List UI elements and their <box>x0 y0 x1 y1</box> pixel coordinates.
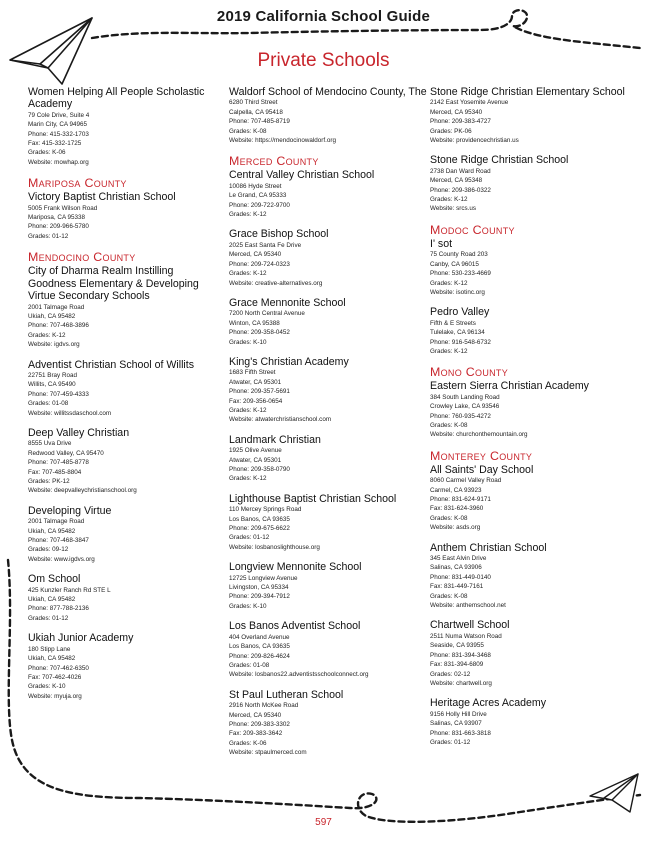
school-detail-line: Canby, CA 96015 <box>430 260 479 268</box>
school-detail-line: Grades: 01-12 <box>430 738 471 746</box>
school-detail-line: Grades: K-12 <box>229 211 267 219</box>
school-detail-line: Calpella, CA 95418 <box>229 108 283 116</box>
school-website[interactable]: Website: isotinc.org <box>430 288 485 296</box>
school-detail-line: Grades: K-06 <box>229 739 267 747</box>
school-detail-line: Fax: 831-394-6809 <box>430 661 484 669</box>
school-detail-line: Phone: 209-383-3302 <box>229 720 290 728</box>
school-detail-line: Willits, CA 95490 <box>28 381 76 389</box>
school-detail-line: Grades: K-10 <box>229 602 267 610</box>
county-block <box>229 86 429 145</box>
school-detail-line: Atwater, CA 95301 <box>229 378 282 386</box>
school-detail-line: 9156 Holly Hill Drive <box>430 710 487 718</box>
school-detail-line: Phone: 831-449-0140 <box>430 573 491 581</box>
school-detail-line: Fax: 707-485-8804 <box>28 468 82 476</box>
school-entry <box>229 620 429 679</box>
county-block <box>28 176 218 241</box>
school-detail-line: Salinas, CA 93906 <box>430 564 482 572</box>
school-name: St Paul Lutheran School <box>229 688 344 701</box>
school-entry <box>430 86 630 145</box>
school-name: Chartwell School <box>430 619 510 632</box>
school-entry <box>229 493 429 552</box>
school-entry <box>430 464 630 533</box>
school-detail-line: Grades: K-10 <box>229 338 267 346</box>
school-detail-line: Phone: 209-383-4727 <box>430 118 491 126</box>
school-detail-line: Grades: 01-12 <box>229 534 270 542</box>
school-entry <box>28 632 218 701</box>
school-detail-line: 2142 East Yosemite Avenue <box>430 99 509 107</box>
school-detail-line: Grades: K-08 <box>430 514 468 522</box>
county-heading: Mariposa County <box>28 176 127 191</box>
school-detail-line: 2025 East Santa Fe Drive <box>229 241 302 249</box>
school-name: Landmark Christian <box>229 433 321 446</box>
school-website[interactable]: Website: https://mendocinowaldorf.org <box>229 137 336 145</box>
school-detail-line: Phone: 209-724-0323 <box>229 260 290 268</box>
school-website[interactable]: Website: losbanos22.adventistsschoolconnect.org <box>229 671 369 679</box>
school-name: Longview Mennonite School <box>229 561 362 574</box>
school-detail-line: Merced, CA 95348 <box>430 177 483 185</box>
school-detail-line: Los Banos, CA 93635 <box>229 515 290 523</box>
county-heading: Monterey County <box>430 448 533 463</box>
school-detail-line: 22751 Bray Road <box>28 371 78 379</box>
school-name: City of Dharma Realm Instilling Goodness Elementary & Developing Virtue Secondary Schools <box>28 265 199 303</box>
school-detail-line: 79 Cole Drive, Suite 4 <box>28 111 90 119</box>
school-detail-line: Phone: 209-675-6622 <box>229 525 290 533</box>
school-detail-line: Grades: 02-12 <box>430 670 471 678</box>
school-detail-line: Phone: 209-358-0790 <box>229 466 290 473</box>
school-detail-line: Fax: 209-356-0654 <box>229 397 283 405</box>
school-detail-line: Ukiah, CA 95482 <box>28 312 76 320</box>
school-detail-line: Fax: 415-332-1725 <box>28 140 82 148</box>
school-website[interactable]: Website: mowhap.org <box>28 158 89 166</box>
school-detail-line: Phone: 209-386-0322 <box>430 186 491 194</box>
school-website[interactable]: Website: deepvalleychristianschool.org <box>28 487 137 495</box>
school-name: Ukiah Junior Academy <box>28 632 134 645</box>
school-detail-line: 180 Stipp Lane <box>28 645 71 653</box>
school-detail-line: 404 Overland Avenue <box>229 633 290 641</box>
school-detail-line: Merced, CA 95340 <box>229 251 282 259</box>
school-detail-line: Livingston, CA 95334 <box>229 584 289 592</box>
school-detail-line: Grades: K-12 <box>430 196 468 204</box>
school-detail-line: Phone: 831-394-3468 <box>430 651 491 659</box>
school-detail-line: Grades: 09-12 <box>28 546 69 554</box>
school-detail-line: Phone: 707-462-6350 <box>28 664 89 672</box>
school-name: Lighthouse Baptist Christian School <box>229 492 397 505</box>
school-entry <box>430 619 630 688</box>
school-entry <box>28 505 218 564</box>
school-name: Waldorf School of Mendocino County, The <box>229 86 427 98</box>
listing-column-3 <box>430 86 630 756</box>
school-website[interactable]: Website: churchonthemountain.org <box>430 431 528 439</box>
school-entry <box>229 689 429 758</box>
school-detail-line: Fax: 831-449-7161 <box>430 583 484 591</box>
school-detail-line: 2001 Talmage Road <box>28 303 85 311</box>
school-detail-line: Grades: K-08 <box>430 592 468 600</box>
school-detail-line: 2001 Talmage Road <box>28 518 85 526</box>
school-name: Women Helping All People Scholastic Academy <box>28 86 205 111</box>
school-name: Stone Ridge Christian School <box>430 154 569 167</box>
school-detail-line: Merced, CA 95340 <box>430 108 483 116</box>
school-entry <box>229 297 429 347</box>
school-detail-line: Grades: K-08 <box>430 421 468 429</box>
county-block <box>229 154 429 757</box>
school-detail-line: Le Grand, CA 95333 <box>229 192 287 200</box>
school-detail-line: Phone: 831-624-9171 <box>430 496 491 503</box>
school-website[interactable]: Website: anthemschool.net <box>430 602 506 610</box>
school-detail-line: 75 County Road 203 <box>430 251 488 259</box>
county-block <box>430 86 630 214</box>
school-name: Pedro Valley <box>430 306 490 319</box>
school-name: All Saints' Day School <box>430 463 534 476</box>
school-detail-line: Carmel, CA 93923 <box>430 486 482 494</box>
school-detail-line: Winton, CA 95388 <box>229 319 280 327</box>
school-detail-line: Phone: 707-485-8778 <box>28 459 89 467</box>
school-website[interactable]: Website: asds.org <box>430 524 481 532</box>
school-detail-line: Seaside, CA 93955 <box>430 642 484 650</box>
school-entry <box>229 356 429 425</box>
school-website[interactable]: Website: providencechristian.us <box>430 137 519 145</box>
school-detail-line: Phone: 877-788-2136 <box>28 605 89 613</box>
school-name: I' sot <box>430 237 453 250</box>
school-detail-line: Atwater, CA 95301 <box>229 456 282 464</box>
school-detail-line: Grades: 01-08 <box>28 400 69 408</box>
school-entry <box>229 86 429 145</box>
school-name: Anthem Christian School <box>430 541 547 554</box>
school-name: Los Banos Adventist School <box>229 620 361 633</box>
county-block <box>28 86 218 167</box>
school-detail-line: 2511 Numa Watson Road <box>430 632 502 640</box>
school-entry <box>229 228 429 287</box>
school-name: Grace Bishop School <box>229 228 329 241</box>
school-detail-line: Grades: K-12 <box>430 279 468 287</box>
listing-column-2 <box>229 86 429 767</box>
school-detail-line: Fax: 209-383-3642 <box>229 730 283 738</box>
school-detail-line: 12725 Longview Avenue <box>229 574 298 582</box>
school-website[interactable]: Website: stpaulmerced.com <box>229 749 307 757</box>
school-detail-line: Phone: 831-663-3818 <box>430 729 491 737</box>
school-entry <box>430 697 630 747</box>
school-detail-line: Merced, CA 95340 <box>229 711 282 719</box>
school-detail-line: Phone: 707-468-3847 <box>28 537 89 545</box>
school-name: Central Valley Christian School <box>229 169 375 182</box>
page-number: 597 <box>315 817 332 828</box>
school-name: Om School <box>28 573 81 586</box>
school-detail-line: Grades: K-12 <box>28 331 66 339</box>
school-website[interactable]: Website: creative-alternatives.org <box>229 279 323 287</box>
section-title: Private Schools <box>257 50 390 71</box>
school-detail-line: Grades: 01-12 <box>28 232 69 240</box>
school-detail-line: Mariposa, CA 95338 <box>28 214 86 222</box>
school-detail-line: Phone: 707-485-8719 <box>229 118 290 126</box>
school-detail-line: Phone: 209-722-9700 <box>229 201 290 209</box>
county-block <box>28 250 218 701</box>
school-detail-line: Grades: K-12 <box>229 270 267 278</box>
school-detail-line: Redwood Valley, CA 95470 <box>28 449 104 457</box>
school-detail-line: 5005 Frank Wilson Road <box>28 204 98 212</box>
school-website[interactable]: Website: willitssdaschool.com <box>28 409 112 417</box>
school-entry <box>28 359 218 418</box>
school-detail-line: Phone: 707-468-3896 <box>28 322 89 330</box>
school-detail-line: Grades: PK-06 <box>430 127 472 135</box>
school-detail-line: 425 Kunzler Ranch Rd STE L <box>28 586 111 594</box>
school-entry <box>229 169 429 219</box>
school-detail-line: Phone: 760-935-4272 <box>430 412 491 420</box>
county-block <box>430 365 630 439</box>
school-website[interactable]: Website: myuja.org <box>28 692 82 700</box>
school-website[interactable]: Website: atwaterchristianschool.com <box>229 416 332 424</box>
school-entry <box>28 427 218 496</box>
school-entry <box>28 265 218 349</box>
school-detail-line: Crowley Lake, CA 93546 <box>430 403 500 411</box>
paper-plane-icon <box>590 774 638 812</box>
school-detail-line: Phone: 707-459-4333 <box>28 390 89 398</box>
school-name: Developing Virtue <box>28 504 112 517</box>
county-heading: Merced County <box>229 154 319 169</box>
school-detail-line: 10086 Hyde Street <box>229 182 282 190</box>
school-entry <box>229 434 429 484</box>
school-detail-line: 345 East Alvin Drive <box>430 555 487 563</box>
school-detail-line: Marin City, CA 94965 <box>28 121 88 129</box>
school-detail-line: 1925 Olive Avenue <box>229 447 282 455</box>
school-detail-line: 6280 Third Street <box>229 99 278 107</box>
school-detail-line: 8555 Uva Drive <box>28 440 72 448</box>
school-entry <box>229 561 429 611</box>
school-entry <box>430 306 630 356</box>
school-detail-line: 1683 Fifth Street <box>229 369 276 377</box>
school-name: Adventist Christian School of Willits <box>28 358 195 371</box>
school-detail-line: Salinas, CA 93907 <box>430 720 482 728</box>
school-detail-line: Tulelake, CA 96134 <box>430 329 485 337</box>
county-heading: Mono County <box>430 365 509 380</box>
school-website[interactable]: Website: losbanoslighthouse.org <box>229 543 320 551</box>
school-detail-line: 384 South Landing Road <box>430 393 500 401</box>
school-detail-line: Phone: 415-332-1703 <box>28 130 89 138</box>
county-block <box>430 223 630 356</box>
school-detail-line: 8060 Carmel Valley Road <box>430 477 502 485</box>
school-name: Grace Mennonite School <box>229 296 346 309</box>
school-detail-line: Ukiah, CA 95482 <box>28 527 76 535</box>
school-detail-line: Grades: K-06 <box>28 149 66 157</box>
county-block <box>430 449 630 748</box>
school-detail-line: Fax: 707-462-4026 <box>28 673 82 681</box>
school-name: Victory Baptist Christian School <box>28 191 176 204</box>
school-detail-line: Phone: 916-548-6732 <box>430 338 491 346</box>
school-entry <box>430 154 630 213</box>
school-name: Eastern Sierra Christian Academy <box>430 380 589 393</box>
school-website[interactable]: Website: srcs.us <box>430 205 477 213</box>
school-detail-line: 110 Mercey Springs Road <box>229 506 302 514</box>
school-entry <box>28 573 218 623</box>
school-website[interactable]: Website: www.igdvs.org <box>28 555 95 563</box>
school-detail-line: 2738 Dan Ward Road <box>430 167 491 175</box>
school-detail-line: Grades: 01-08 <box>229 661 270 669</box>
school-website[interactable]: Website: igdvs.org <box>28 341 80 349</box>
school-detail-line: Grades: K-12 <box>229 406 267 414</box>
school-detail-line: Ukiah, CA 95482 <box>28 655 76 663</box>
school-detail-line: Grades: K-10 <box>28 683 66 691</box>
school-detail-line: Phone: 209-966-5780 <box>28 223 89 231</box>
school-detail-line: 7200 North Central Avenue <box>229 310 305 318</box>
school-detail-line: Phone: 209-357-5691 <box>229 388 290 396</box>
school-detail-line: Phone: 209-826-4624 <box>229 652 290 660</box>
guide-title: 2019 California School Guide <box>216 8 431 25</box>
school-entry <box>28 86 218 167</box>
county-heading: Mendocino County <box>28 250 136 265</box>
school-detail-line: Phone: 209-394-7912 <box>229 593 290 601</box>
school-name: Deep Valley Christian <box>28 426 130 439</box>
school-entry <box>430 380 630 439</box>
school-detail-line: Grades: 01-12 <box>28 614 69 622</box>
school-detail-line: Ukiah, CA 95482 <box>28 596 76 604</box>
school-name: King's Christian Academy <box>229 355 349 368</box>
school-entry <box>28 191 218 241</box>
school-detail-line: Los Banos, CA 93635 <box>229 643 290 651</box>
school-detail-line: Fax: 831-624-3960 <box>430 505 484 513</box>
school-detail-line: Grades: PK-12 <box>28 478 70 485</box>
school-detail-line: Grades: K-12 <box>229 475 267 483</box>
school-name: Stone Ridge Christian Elementary School <box>430 86 625 98</box>
county-heading: Modoc County <box>430 222 515 237</box>
school-detail-line: Grades: K-12 <box>430 347 468 355</box>
school-name: Heritage Acres Academy <box>430 697 546 710</box>
school-detail-line: Fifth & E Streets <box>430 319 476 327</box>
school-detail-line: Phone: 209-358-0452 <box>229 329 290 337</box>
school-detail-line: Phone: 530-233-4669 <box>430 270 491 278</box>
school-detail-line: Grades: K-08 <box>229 127 267 135</box>
school-entry <box>430 542 630 611</box>
school-website[interactable]: Website: chartwell.org <box>430 679 492 687</box>
school-detail-line: 2916 North McKee Road <box>229 702 299 710</box>
listing-column-1 <box>28 86 218 710</box>
school-entry <box>430 238 630 297</box>
